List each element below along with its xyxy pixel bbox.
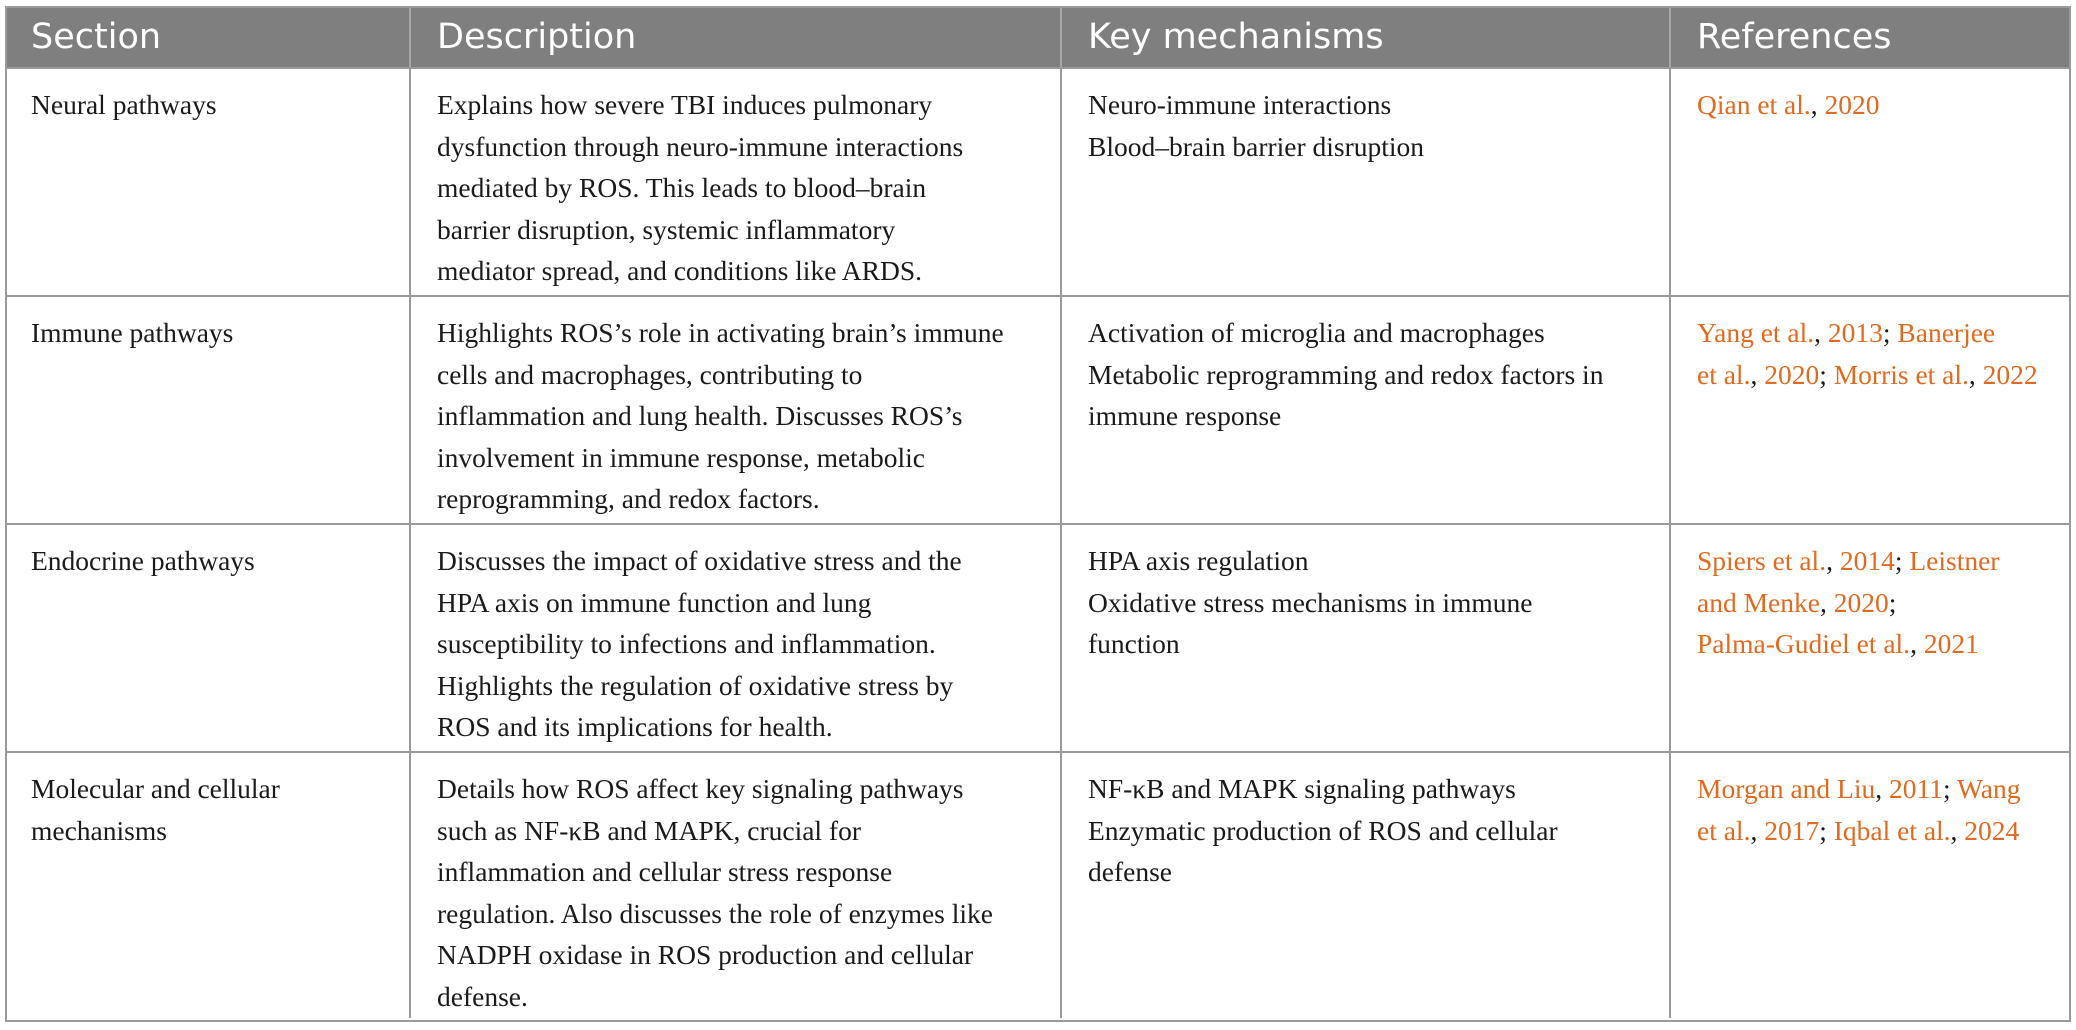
mechanisms-cell xyxy=(1062,297,1671,523)
section-cell xyxy=(7,525,411,751)
header-key-mechanisms: Key mechanisms xyxy=(1062,8,1671,67)
section-cell-line: Endocrine pathways xyxy=(31,545,255,576)
description-cell-line: HPA axis on immune function and lung xyxy=(437,586,872,618)
mechanisms-cell xyxy=(1062,753,1671,1018)
reference-link[interactable]: and Menke xyxy=(1697,586,1820,618)
section-cell xyxy=(7,297,411,523)
description-cell-line: Highlights the regulation of oxidative stress by xyxy=(437,669,954,701)
reference-link[interactable]: 2013 xyxy=(1827,317,1883,348)
reference-link[interactable]: Banerjee xyxy=(1897,317,1996,348)
references-cell xyxy=(1671,297,2069,523)
reference-link[interactable]: Spiers et al. xyxy=(1697,545,1827,576)
mechanisms-cell-line: immune response xyxy=(1088,400,1282,431)
mechanisms-cell xyxy=(1062,69,1671,295)
description-cell-line: dysfunction through neuro-immune interactions xyxy=(437,130,964,162)
reference-link[interactable]: et al. xyxy=(1697,814,1751,846)
section-cell xyxy=(7,69,411,295)
reference-separator: ; xyxy=(1819,814,1834,846)
references-line xyxy=(1697,84,2055,126)
description-cell-line: involvement in immune response, metabolic xyxy=(437,441,926,473)
reference-separator: , xyxy=(1814,317,1828,348)
reference-link[interactable]: 2017 xyxy=(1764,814,1820,846)
description-cell-line: defense. xyxy=(437,980,528,1012)
reference-separator: , xyxy=(1910,628,1924,659)
references-line xyxy=(1697,810,2055,852)
reference-separator: , xyxy=(1810,89,1825,120)
reference-link[interactable]: 2021 xyxy=(1923,628,1979,659)
mechanisms-cell-line: Blood–brain barrier disruption xyxy=(1088,130,1425,162)
mechanisms-cell-line: Activation of microglia and macrophages xyxy=(1088,317,1545,348)
reference-link[interactable]: 2014 xyxy=(1839,545,1895,576)
references-line xyxy=(1697,582,2055,624)
mechanisms-cell-line: Oxidative stress mechanisms in immune xyxy=(1088,586,1533,618)
mechanisms-cell-line: defense xyxy=(1088,856,1172,887)
reference-separator: , xyxy=(1750,814,1765,846)
section-cell-line: mechanisms xyxy=(31,814,167,846)
section-cell-line: Molecular and cellular xyxy=(31,773,280,804)
section-cell-line: Neural pathways xyxy=(31,89,217,120)
description-cell-line: ROS and its implications for health. xyxy=(437,711,833,742)
reference-link[interactable]: 2022 xyxy=(1982,358,2038,390)
description-cell-line: Explains how severe TBI induces pulmonary xyxy=(437,89,933,120)
section-cell xyxy=(7,753,411,1018)
references-line xyxy=(1697,354,2055,396)
references-line xyxy=(1697,623,2055,665)
reference-link[interactable]: 2020 xyxy=(1764,358,1820,390)
reference-link[interactable]: et al. xyxy=(1697,358,1751,390)
description-cell-line: inflammation and lung health. Discusses ROS’s xyxy=(437,400,963,431)
references-line xyxy=(1697,768,2055,810)
header-references: References xyxy=(1697,17,1892,57)
description-cell-line: mediator spread, and conditions like ARDS. xyxy=(437,255,922,286)
references-cell xyxy=(1671,525,2069,751)
table-body xyxy=(7,67,2069,1018)
section-cell-line: Immune pathways xyxy=(31,317,234,348)
description-cell-line: cells and macrophages, contributing to xyxy=(437,358,863,390)
description-cell xyxy=(411,525,1062,751)
reference-separator: ; xyxy=(1888,586,1897,618)
description-cell-line: susceptibility to infections and inflammation. xyxy=(437,628,936,659)
references-cell xyxy=(1671,69,2069,295)
mechanisms-cell-line: Metabolic reprogramming and redox factors in xyxy=(1088,358,1604,390)
description-cell-line: such as NF-κB and MAPK, crucial for xyxy=(437,814,861,846)
description-cell-line: mediated by ROS. This leads to blood–brain xyxy=(437,172,927,203)
description-cell-line: inflammation and cellular stress response xyxy=(437,856,893,887)
mechanisms-cell xyxy=(1062,525,1671,751)
description-cell xyxy=(411,69,1062,295)
reference-separator: , xyxy=(1819,586,1834,618)
reference-link[interactable]: Wang xyxy=(1956,773,2021,804)
reference-separator: ; xyxy=(1942,773,1957,804)
reference-separator: ; xyxy=(1894,545,1910,576)
reference-separator: ; xyxy=(1882,317,1898,348)
description-cell-line: regulation. Also discusses the role of enzymes like xyxy=(437,897,993,929)
mechanisms-cell-line: function xyxy=(1088,628,1180,659)
header-description: Description xyxy=(411,8,1062,67)
reference-link[interactable]: 2020 xyxy=(1833,586,1889,618)
reference-link[interactable]: Morgan and Liu xyxy=(1697,773,1876,804)
reference-separator: , xyxy=(1968,358,1983,390)
table-row xyxy=(7,67,2069,295)
reference-link[interactable]: Palma-Gudiel et al. xyxy=(1697,628,1911,659)
description-cell-line: barrier disruption, systemic inflammatory xyxy=(437,213,896,245)
reference-link[interactable]: Yang et al. xyxy=(1697,317,1815,348)
description-cell xyxy=(411,753,1062,1018)
reference-separator: , xyxy=(1875,773,1889,804)
reference-link[interactable]: Iqbal et al. xyxy=(1833,814,1951,846)
reference-separator: , xyxy=(1950,814,1965,846)
reference-link[interactable]: 2024 xyxy=(1964,814,2020,846)
mechanisms-cell-line: Enzymatic production of ROS and cellular xyxy=(1088,814,1558,846)
description-cell-line: NADPH oxidase in ROS production and cellular xyxy=(437,939,974,970)
description-cell-line: Highlights ROS’s role in activating brain’s immune xyxy=(437,317,1004,348)
mechanisms-cell-line: NF-κB and MAPK signaling pathways xyxy=(1088,773,1516,804)
description-cell-line: Discusses the impact of oxidative stress and the xyxy=(437,545,962,576)
reference-link[interactable]: Qian et al. xyxy=(1697,89,1811,120)
reference-separator: , xyxy=(1750,358,1765,390)
description-cell-line: Details how ROS affect key signaling pathways xyxy=(437,773,964,804)
mechanisms-cell-line: Neuro-immune interactions xyxy=(1088,89,1392,120)
reference-separator: ; xyxy=(1819,358,1834,390)
reference-link[interactable]: Leistner xyxy=(1909,545,2000,576)
table-row xyxy=(7,295,2069,523)
reference-link[interactable]: 2020 xyxy=(1824,89,1880,120)
mechanisms-table xyxy=(5,6,2071,1022)
description-cell xyxy=(411,297,1062,523)
description-cell-line: reprogramming, and redox factors. xyxy=(437,483,820,514)
reference-separator: , xyxy=(1826,545,1840,576)
table-row xyxy=(7,523,2069,751)
reference-link[interactable]: 2011 xyxy=(1888,773,1943,804)
mechanisms-cell-line: HPA axis regulation xyxy=(1088,545,1309,576)
references-line xyxy=(1697,540,2055,582)
references-line xyxy=(1697,312,2055,354)
reference-link[interactable]: Morris et al. xyxy=(1833,358,1969,390)
references-cell xyxy=(1671,753,2069,1018)
table-header-row xyxy=(7,8,2069,67)
table-row xyxy=(7,751,2069,1018)
header-section: Section xyxy=(7,8,411,67)
